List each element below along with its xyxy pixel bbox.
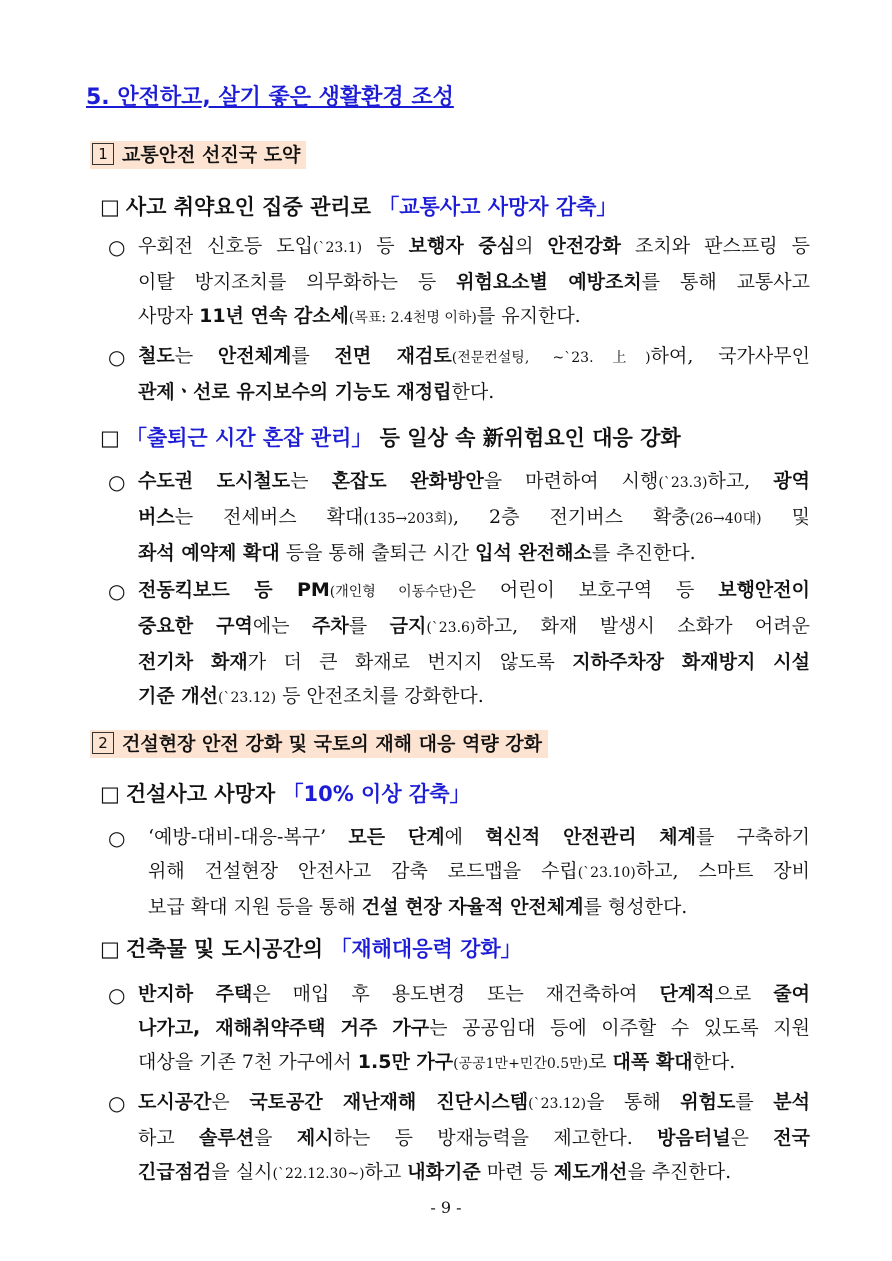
paragraph-line <box>138 573 810 609</box>
emphasis-text: 중요한 구역 <box>138 615 253 637</box>
text-segment: (135→203회) <box>363 511 453 527</box>
section-title: 5. 안전하고, 살기 좋은 생활환경 조성 <box>86 85 454 110</box>
text-segment: 으로 <box>714 983 774 1005</box>
text-segment: (26→40대) <box>689 511 762 527</box>
text-segment: (공공1만+민간0.5만) <box>453 1056 589 1072</box>
emphasis-text: 내화기준 <box>407 1161 481 1183</box>
paragraph-line <box>138 375 810 409</box>
text-segment: 하고, <box>707 470 774 492</box>
bullet-icon: ○ <box>108 235 126 259</box>
paragraph-line <box>138 977 810 1011</box>
emphasis-text: 단계적 <box>659 983 715 1005</box>
emphasis-text: 철도 <box>138 345 175 367</box>
bullet-icon: ○ <box>108 345 126 369</box>
emphasis-text: 전국 <box>773 1127 810 1149</box>
text-segment: 를 추진한다. <box>591 542 696 564</box>
paragraph-4 <box>138 573 810 715</box>
paragraph-line <box>138 500 810 536</box>
text-segment: (목표: 2.4천명 이하) <box>348 310 477 326</box>
emphasis-text: 안전체계 <box>217 345 292 367</box>
text-segment: 조치와 판스프링 등 <box>620 235 810 257</box>
paragraph-line <box>138 1155 810 1191</box>
heading-text-post: 등 일상 속 新위험요인 대응 강화 <box>372 426 681 450</box>
text-segment: 한다. <box>451 381 495 403</box>
text-segment: 이탈 방지조치를 의무화하는 등 <box>138 271 457 293</box>
heading-text: 건축물 및 도시공간의 <box>125 937 331 961</box>
text-segment: 등을 통해 출퇴근 시간 <box>279 542 476 564</box>
text-segment: 로 <box>588 1051 613 1073</box>
text-segment: 가 더 큰 화재로 번지지 않도록 <box>247 651 573 673</box>
text-segment: , 2층 전기버스 확충 <box>452 506 690 528</box>
heading-2 <box>100 422 681 452</box>
text-segment: 하고 <box>138 1127 200 1149</box>
bullet-icon: ○ <box>108 579 126 603</box>
heading-1 <box>100 191 617 221</box>
text-segment: 우회전 신호등 도입 <box>138 235 313 257</box>
emphasis-text: 위험요소별 예방조치 <box>456 271 642 293</box>
paragraph-2 <box>138 339 810 409</box>
paragraph-3 <box>138 464 810 570</box>
paragraph-1 <box>138 229 810 335</box>
emphasis-text: 긴급점검 <box>138 1161 212 1183</box>
text-segment: (`22.12.30~) <box>272 1166 365 1182</box>
paragraph-line <box>138 1121 810 1155</box>
text-segment: 은 어린이 보호구역 등 <box>457 579 719 601</box>
text-segment: 은 <box>730 1127 774 1149</box>
checkbox-symbol: □ <box>100 782 120 806</box>
text-segment: 하고, 화재 발생시 소화가 어려운 <box>475 615 810 637</box>
text-segment: 마련 등 <box>480 1161 554 1183</box>
text-segment: 를 구축하기 <box>696 826 811 848</box>
emphasis-text: 기준 개선 <box>138 685 219 707</box>
text-segment: 한다. <box>692 1051 736 1073</box>
text-segment: 사망자 <box>138 305 200 327</box>
paragraph-5 <box>148 820 810 924</box>
text-segment: ‘예방-대비-대응-복구’ <box>148 826 349 848</box>
text-segment: 을 추진한다. <box>627 1161 732 1183</box>
emphasis-text: 좌석 예약제 확대 <box>138 542 280 564</box>
heading-text: 사고 취약요인 집중 관리로 <box>125 195 379 219</box>
emphasis-text: 대폭 확대 <box>612 1051 693 1073</box>
paragraph-6 <box>138 977 810 1081</box>
heading-highlight: 「교통사고 사망자 감축」 <box>378 195 618 219</box>
subsection-label: 건설현장 안전 강화 및 국토의 재해 대응 역량 강화 <box>122 733 542 755</box>
bullet-icon: ○ <box>108 983 126 1007</box>
emphasis-text: 국토공간 재난재해 진단시스템 <box>249 1091 529 1113</box>
emphasis-text: 전기차 화재 <box>138 651 248 673</box>
emphasis-text: 보행안전이 <box>718 579 810 601</box>
bullet-icon: ○ <box>108 1091 126 1115</box>
subsection-label: 교통안전 선진국 도약 <box>122 144 301 166</box>
emphasis-text: 방음터널 <box>657 1127 731 1149</box>
text-segment: 보급 확대 지원 등을 통해 <box>148 896 362 918</box>
emphasis-text: 관제ㆍ선로 유지보수의 기능도 재정립 <box>138 381 452 403</box>
emphasis-text: 주차 <box>312 615 349 637</box>
text-segment: 대상을 기존 7천 가구에서 <box>138 1051 358 1073</box>
subsection-number: 1 <box>92 143 114 165</box>
text-segment: 하고 <box>364 1161 408 1183</box>
emphasis-text: 혁신적 안전관리 체계 <box>485 826 697 848</box>
subsection-2 <box>90 730 548 758</box>
paragraph-line <box>138 299 810 335</box>
text-segment: 는 <box>174 345 218 367</box>
emphasis-text: 지하주차장 화재방지 시설 <box>572 651 810 673</box>
emphasis-text: 제도개선 <box>553 1161 628 1183</box>
paragraph-line <box>138 339 810 375</box>
text-segment: 을 <box>254 1127 297 1149</box>
checkbox-symbol: □ <box>100 426 120 450</box>
text-segment: 하여, 국가사무인 <box>650 345 810 367</box>
heading-3 <box>100 778 471 808</box>
text-segment: 을 실시 <box>211 1161 273 1183</box>
paragraph-line <box>148 854 810 890</box>
subsection-number: 2 <box>92 732 114 754</box>
text-segment: (`23.1) <box>313 240 363 256</box>
emphasis-text: 모든 단계 <box>348 826 445 848</box>
emphasis-text: 수도권 도시철도 <box>138 470 291 492</box>
paragraph-line <box>138 1085 810 1121</box>
emphasis-text: 금지 <box>389 615 427 637</box>
text-segment: 을 마련하여 시행 <box>483 470 659 492</box>
paragraph-line <box>138 1011 810 1045</box>
paragraph-7 <box>138 1085 810 1191</box>
text-segment: 의 <box>515 235 548 257</box>
paragraph-line <box>148 820 810 854</box>
emphasis-text: 보행자 중심 <box>408 235 516 257</box>
emphasis-text: 도시공간 <box>138 1091 212 1113</box>
emphasis-text: 줄여 <box>773 983 810 1005</box>
paragraph-line <box>138 464 810 500</box>
paragraph-line <box>138 536 810 570</box>
paragraph-line <box>138 1045 810 1081</box>
emphasis-text: 입석 완전해소 <box>475 542 592 564</box>
emphasis-text: 버스 <box>138 506 175 528</box>
text-segment: 에는 <box>252 615 313 637</box>
paragraph-line <box>138 645 810 679</box>
emphasis-text: 건설 현장 자율적 안전체계 <box>361 896 584 918</box>
text-segment: 하는 등 방재능력을 제고한다. <box>333 1127 658 1149</box>
emphasis-text: 혼잡도 완화방안 <box>331 470 484 492</box>
checkbox-symbol: □ <box>100 195 120 219</box>
checkbox-symbol: □ <box>100 937 120 961</box>
text-segment: 은 <box>211 1091 250 1113</box>
text-segment: (개인형 이동수단) <box>329 584 458 600</box>
heading-text: 건설사고 사망자 <box>125 782 283 806</box>
heading-highlight: 「출퇴근 시간 혼잡 관리」 <box>125 426 373 450</box>
subsection-1 <box>90 141 306 169</box>
text-segment: 를 통해 교통사고 <box>641 271 810 293</box>
paragraph-line <box>138 265 810 299</box>
bullet-icon: ○ <box>108 470 126 494</box>
text-segment: 를 <box>291 345 335 367</box>
text-segment: 에 <box>444 826 486 848</box>
text-segment: 및 <box>761 506 810 528</box>
text-segment: (`23.6) <box>426 620 476 636</box>
paragraph-line <box>138 679 810 715</box>
text-segment: 를 형성한다. <box>583 896 688 918</box>
emphasis-text: 솔루션 <box>199 1127 255 1149</box>
heading-4 <box>100 933 522 963</box>
text-segment: 위해 건설현장 안전사고 감축 로드맵을 수립 <box>148 860 578 882</box>
emphasis-text: 전면 재검토 <box>334 345 452 367</box>
paragraph-line <box>148 890 810 924</box>
text-segment: (`23.10) <box>577 865 636 881</box>
emphasis-text: 반지하 주택 <box>138 983 253 1005</box>
text-segment: 를 <box>348 615 390 637</box>
text-segment: 는 <box>290 470 332 492</box>
emphasis-text: 안전강화 <box>547 235 621 257</box>
text-segment: (`23.12) <box>528 1096 587 1112</box>
emphasis-text: 전동킥보드 등 PM <box>138 579 330 601</box>
text-segment: 는 공공임대 등에 이주할 수 있도록 지원 <box>429 1017 810 1039</box>
text-segment: 을 통해 <box>586 1091 681 1113</box>
bullet-icon: ○ <box>108 826 126 850</box>
emphasis-text: 분석 <box>773 1091 810 1113</box>
text-segment: 은 매입 후 용도변경 또는 재건축하여 <box>252 983 660 1005</box>
heading-highlight: 「재해대응력 강화」 <box>330 937 522 961</box>
text-segment: 는 전세버스 확대 <box>174 506 364 528</box>
text-segment: 등 <box>362 235 409 257</box>
paragraph-line <box>138 229 810 265</box>
emphasis-text: 제시 <box>296 1127 334 1149</box>
emphasis-text: 나가고, 재해취약주택 거주 가구 <box>138 1017 430 1039</box>
text-segment: 등 안전조치를 강화한다. <box>276 685 484 707</box>
heading-highlight: 「10% 이상 감축」 <box>282 782 471 806</box>
text-segment: (`23.3) <box>658 475 708 491</box>
text-segment: (전문컨설팅, ~`23.上) <box>451 350 651 366</box>
emphasis-text: 11년 연속 감소세 <box>199 305 349 327</box>
emphasis-text: 1.5만 가구 <box>357 1051 454 1073</box>
text-segment: 를 <box>735 1091 774 1113</box>
emphasis-text: 위험도 <box>680 1091 736 1113</box>
emphasis-text: 광역 <box>773 470 811 492</box>
text-segment: (`23.12) <box>218 690 277 706</box>
text-segment: 를 유지한다. <box>476 305 581 327</box>
text-segment: 하고, 스마트 장비 <box>635 860 810 882</box>
paragraph-line <box>138 609 810 645</box>
page-number: - 9 - <box>430 1198 462 1217</box>
